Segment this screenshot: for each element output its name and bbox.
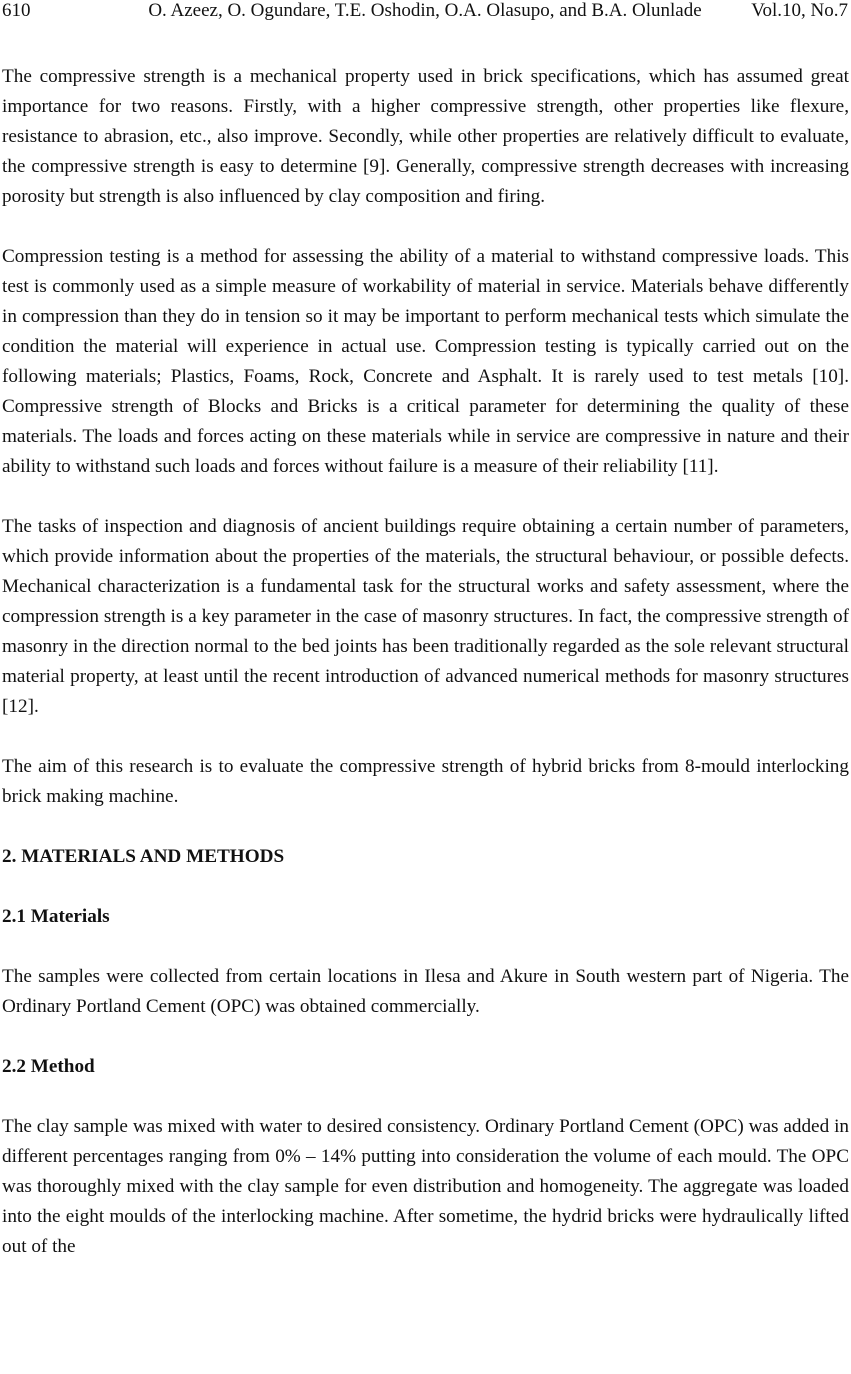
section-heading-materials-methods: 2. MATERIALS AND METHODS: [2, 846, 285, 867]
page-number: 610: [2, 0, 31, 21]
paragraph-inspection-diagnosis: The tasks of inspection and diagnosis of ancient buildings require obtaining a certain number of parameters, which provide information about the properties of the materials, the structural behaviour, or possible defects. Mechanical characterization is a fundamental task for the structural works and safety assessment, where the compression strength is a key parameter in the case of masonry structures. In fact, the compressive strength of masonry in the direction normal to the bed joints has been traditionally regarded as the sole relevant structural material property, at least until the recent introduction of advanced numerical methods for masonry structures [12].: [2, 516, 849, 717]
header-authors: O. Azeez, O. Ogundare, T.E. Oshodin, O.A. Olasupo, and B.A. Olunlade: [148, 0, 702, 21]
running-header: [2, 0, 848, 22]
header-volume: Vol.10, No.7: [751, 0, 848, 21]
paragraph-compression-testing: Compression testing is a method for assessing the ability of a material to withstand compressive loads. This test is commonly used as a simple measure of workability of material in service. Materials behave differently in compression than they do in tension so it may be important to perform mechanical tests which simulate the condition the material will experience in actual use. Compression testing is typically carried out on the following materials; Plastics, Foams, Rock, Concrete and Asphalt. It is rarely used to test metals [10]. Compressive strength of Blocks and Bricks is a critical parameter for determining the quality of these materials. The loads and forces acting on these materials while in service are compressive in nature and their ability to withstand such loads and forces without failure is a measure of their reliability [11].: [2, 246, 849, 477]
subsection-heading-materials: 2.1 Materials: [2, 906, 110, 927]
body-text: [2, 62, 849, 1292]
subsection-heading-method: 2.2 Method: [2, 1056, 95, 1077]
paragraph-compressive-strength: The compressive strength is a mechanical property used in brick specifications, which has assumed great importance for two reasons. Firstly, with a higher compressive strength, other properties like flexure, resistance to abrasion, etc., also improve. Secondly, while other properties are relatively difficult to evaluate, the compressive strength is easy to determine [9]. Generally, compressive strength decreases with increasing porosity but strength is also influenced by clay composition and firing.: [2, 66, 849, 207]
paragraph-materials: The samples were collected from certain locations in Ilesa and Akure in South western part of Nigeria. The Ordinary Portland Cement (OPC) was obtained commercially.: [2, 966, 849, 1017]
paragraph-research-aim: The aim of this research is to evaluate the compressive strength of hybrid bricks from 8-mould interlocking brick making machine.: [2, 756, 849, 807]
paragraph-method: The clay sample was mixed with water to desired consistency. Ordinary Portland Cement (OPC) was added in different percentages ranging from 0% – 14% putting into consideration the volume of each mould. The OPC was thoroughly mixed with the clay sample for even distribution and homogeneity. The aggregate was loaded into the eight moulds of the interlocking machine. After sometime, the hydrid bricks were hydraulically lifted out of the: [2, 1116, 849, 1257]
